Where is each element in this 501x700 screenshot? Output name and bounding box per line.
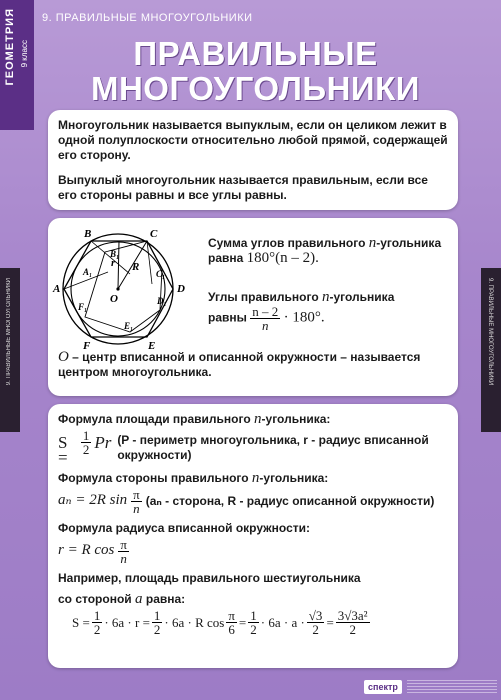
center-text: – центр вписанной и описанной окружности – называется центром многоугольника.	[58, 350, 421, 379]
angle-text: Углы правильного	[208, 290, 319, 304]
side-tab-right-text: 9. ПРАВИЛЬНЫЕ МНОГОУГОЛЬНИКИ	[487, 278, 493, 386]
side-note: (aₙ - сторона, R - радиус описанной окружности)	[145, 494, 435, 508]
label-F1: F₁	[78, 302, 88, 312]
grade-label: 9 класс	[20, 40, 29, 68]
ex-frac4-den: 2	[250, 622, 257, 637]
ex-frac5-num: √3	[308, 608, 323, 623]
label-B1: B₁	[110, 249, 120, 259]
ex-frac3-num: π	[228, 608, 235, 623]
angle-n: n	[322, 289, 330, 305]
ex-frac1-num: 1	[93, 608, 101, 623]
side-tab-left-text: 9. ПРАВИЛЬНЫЕ МНОГОУГОЛЬНИКИ	[6, 278, 12, 386]
center-point	[116, 287, 119, 290]
sum-formula: 180°(n – 2).	[246, 250, 319, 266]
area-pr: Pr	[94, 433, 112, 452]
formulas-card	[48, 404, 458, 668]
side-tab-right	[481, 268, 501, 432]
label-r: r	[111, 257, 116, 269]
ex-frac-3	[226, 609, 237, 636]
ex-frac2-den: 2	[153, 622, 161, 637]
regular-definition: Выпуклый многоугольник называется правильным, если все его стороны равны и все углы равны.	[58, 173, 428, 202]
angle-tail: · 180°.	[283, 309, 325, 326]
angles-card	[48, 218, 458, 396]
ex-line2-suf: равна:	[145, 592, 186, 606]
subject-label: ГЕОМЕТРИЯ	[4, 8, 16, 86]
area-lhs: S =	[58, 433, 68, 467]
side-title-suf: -угольника:	[259, 471, 329, 485]
side-title-n: n	[251, 470, 260, 486]
side-den: n	[133, 501, 140, 516]
inradius-title: Формула радиуса вписанной окружности:	[58, 521, 311, 535]
label-O: O	[110, 293, 118, 305]
center-o: O	[58, 349, 69, 365]
definitions-card	[48, 110, 458, 210]
footer	[352, 676, 501, 698]
label-A1: A₁	[83, 267, 93, 277]
page-title	[50, 36, 461, 106]
side-title	[58, 471, 448, 486]
ex-eq-2: =	[326, 615, 334, 630]
ex-frac5-den: 2	[312, 622, 319, 637]
ex-t1: · 6a · r =	[104, 615, 150, 630]
ex-eq-1: =	[238, 615, 247, 630]
area-title-n: n	[254, 411, 262, 427]
ex-t2: · 6a · R cos	[164, 615, 225, 630]
sum-equals: равна	[208, 251, 244, 265]
ex-final-den: 2	[349, 622, 356, 637]
ex-frac-4	[248, 609, 259, 636]
area-title	[58, 412, 448, 427]
inradius-formula	[58, 538, 448, 565]
ex-frac-5	[307, 609, 325, 636]
angle-each-text	[208, 290, 448, 332]
area-num: 1	[82, 428, 90, 443]
title-line-1: ПРАВИЛЬНЫЕ	[133, 35, 378, 72]
area-fraction	[81, 429, 92, 456]
example-line-2	[58, 592, 448, 607]
label-A: A	[53, 283, 61, 295]
inr-den: n	[120, 551, 127, 566]
sidebar-subject	[0, 0, 34, 130]
label-D: D	[177, 283, 185, 295]
side-fraction	[131, 488, 142, 515]
angle-equals: равны	[208, 310, 247, 325]
side-num: π	[133, 487, 140, 502]
side-title-pre: Формула стороны правильного	[58, 471, 249, 485]
example-line-1: Например, площадь правильного шестиугольника	[58, 571, 361, 585]
sum-n: n	[368, 235, 377, 251]
ex-frac2-num: 1	[153, 608, 161, 623]
inr-lhs: r = R cos	[58, 542, 115, 558]
ex-frac4-num: 1	[250, 608, 257, 623]
publisher-fineprint	[407, 680, 497, 694]
ex-frac-2	[152, 609, 163, 636]
section-label: 9. ПРАВИЛЬНЫЕ МНОГОУГОЛЬНИКИ	[42, 12, 253, 24]
convex-definition: Многоугольник называется выпуклым, если он целиком лежит в одной полуплоскости относительно любой прямой, содержащей его сторону.	[58, 118, 448, 162]
label-C1: C₁	[156, 269, 166, 279]
area-title-pre: Формула площади правильного	[58, 412, 251, 426]
side-tab-left	[0, 268, 20, 432]
sum-text: Сумма углов правильного	[208, 236, 366, 250]
sum-suffix: -угольника	[376, 236, 442, 250]
ex-t3: · 6a · a ·	[260, 615, 305, 630]
label-E1: E₁	[124, 321, 134, 331]
area-formula	[58, 429, 448, 465]
ex-line2-pre: со стороной	[58, 592, 132, 606]
label-E: E	[148, 340, 156, 352]
ex-frac-final	[336, 609, 370, 636]
angle-fraction	[250, 305, 280, 332]
center-definition	[58, 350, 453, 380]
hexagon-diagram	[50, 222, 200, 352]
label-R: R	[132, 261, 140, 273]
area-den: 2	[82, 442, 90, 457]
line-c1	[147, 241, 152, 284]
inr-fraction	[118, 538, 129, 565]
angle-num: n – 2	[252, 304, 279, 319]
area-note: (P - периметр многоугольника, r - радиус вписанной окружности)	[117, 433, 429, 462]
label-C: C	[150, 228, 158, 240]
title-line-2: МНОГОУГОЛЬНИКИ	[90, 70, 421, 107]
inr-num: π	[120, 537, 127, 552]
ex-frac1-den: 2	[93, 622, 101, 637]
label-B: B	[84, 228, 92, 240]
ex-frac-1	[92, 609, 103, 636]
angle-sum-text	[208, 236, 448, 266]
label-D1: D₁	[157, 296, 167, 306]
publisher-logo: спектр	[364, 680, 402, 694]
area-title-suf: -угольника:	[261, 412, 331, 426]
ex-s: S =	[72, 615, 90, 630]
ex-a: a	[135, 591, 143, 607]
ex-final-num: 3√3a²	[337, 608, 368, 623]
ex-frac3-den: 6	[228, 622, 235, 637]
side-lhs: aₙ = 2R sin	[58, 492, 128, 508]
angle-den: n	[261, 318, 269, 333]
label-F: F	[83, 340, 91, 352]
side-formula	[58, 488, 448, 515]
angle-suffix: -угольника	[329, 290, 395, 304]
example-formula	[72, 609, 448, 636]
